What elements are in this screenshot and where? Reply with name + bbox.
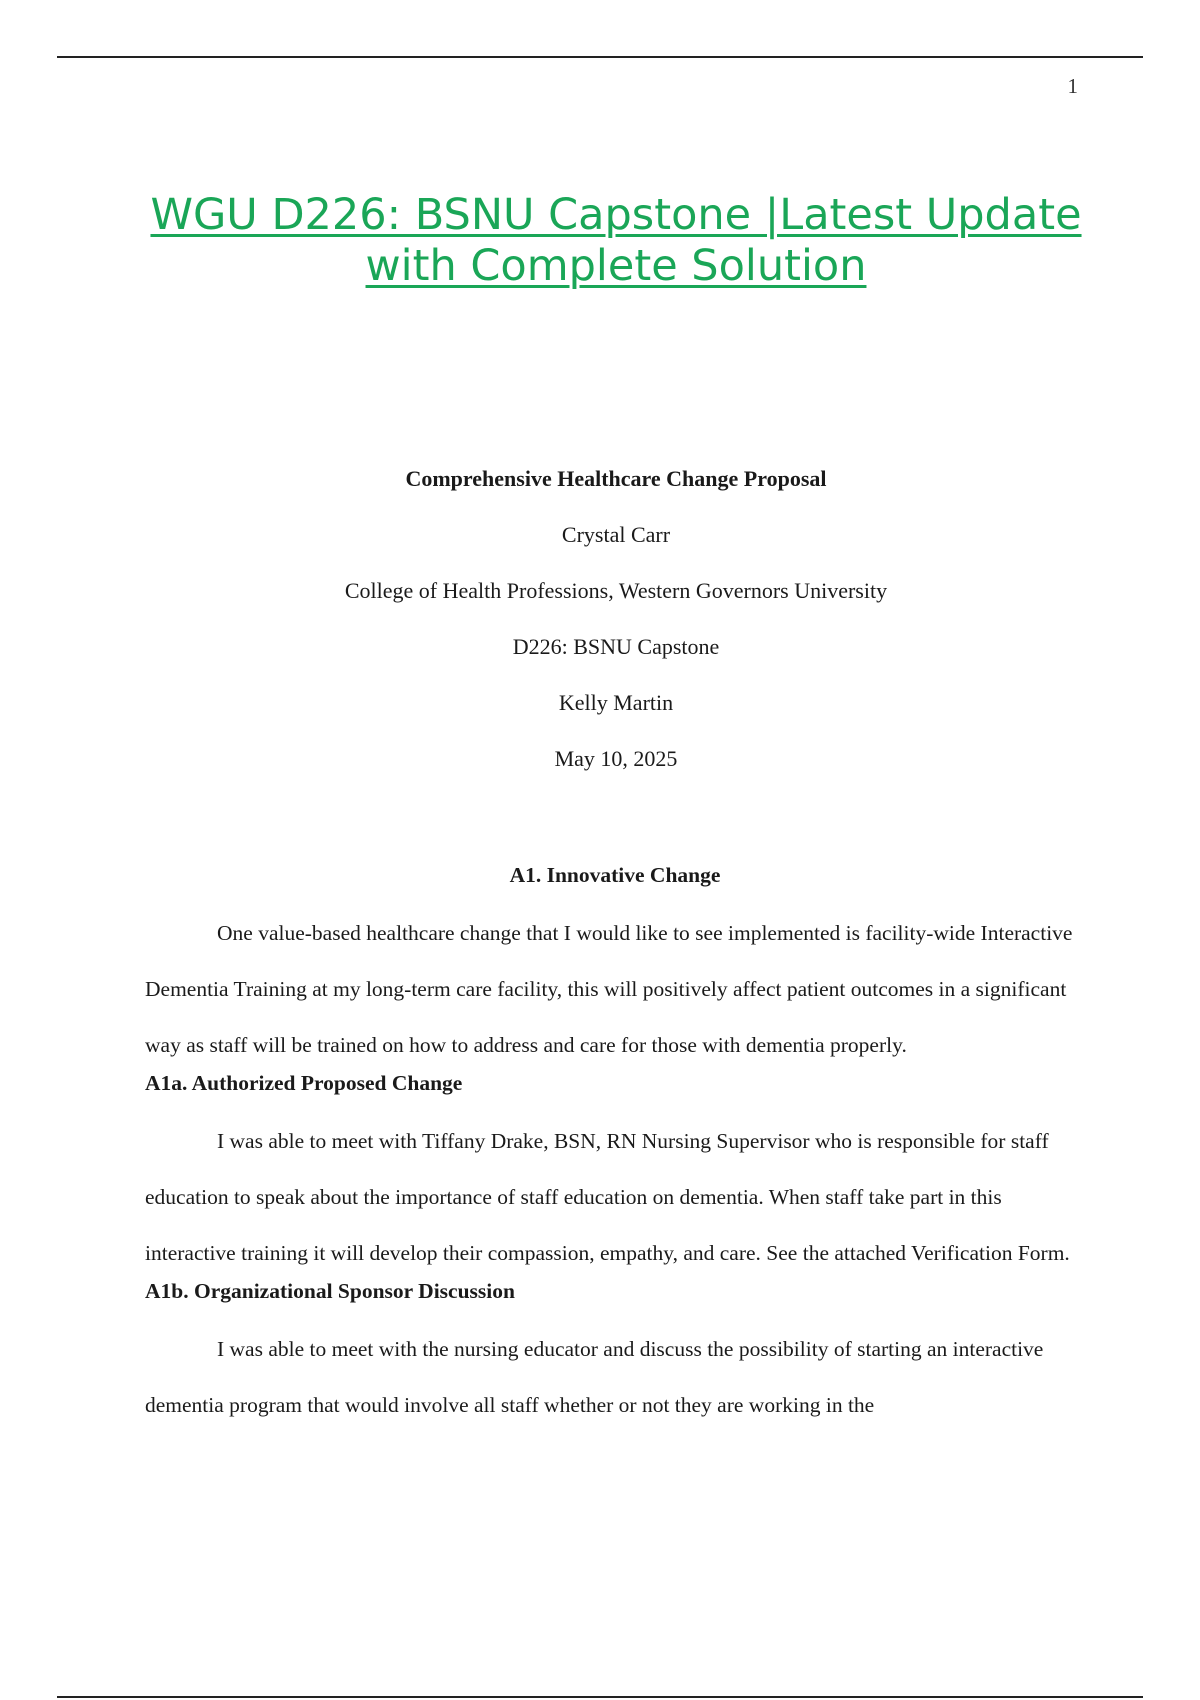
institution: College of Health Professions, Western Governors University: [344, 578, 888, 603]
instructor-name: Kelly Martin: [558, 690, 674, 715]
section-heading-a1a: A1a. Authorized Proposed Change: [145, 1071, 463, 1095]
document-body: [145, 857, 1085, 1433]
author-name: Crystal Carr: [561, 522, 671, 547]
document-title-line-1: WGU D226: BSNU Capstone |Latest Update: [150, 190, 1082, 240]
section-paragraph-a1: One value-based healthcare change that I would like to see implemented is facility-wide Interactive Dementia Training at my long-term care facility, this will positively affect patient outcomes in a significant way as staff will be trained on how to address and care for those with dementia properly.: [145, 921, 1073, 1057]
document-title-line-2: with Complete Solution: [365, 241, 867, 291]
section-heading-a1: A1. Innovative Change: [509, 863, 721, 887]
document-title-link[interactable]: [0, 190, 1200, 292]
section-paragraph-a1b: I was able to meet with the nursing educator and discuss the possibility of starting an interactive dementia program that would involve all staff whether or not they are working in the: [145, 1337, 1044, 1417]
footer-rule: [57, 1696, 1143, 1698]
paper-title: Comprehensive Healthcare Change Proposal: [405, 466, 827, 491]
page-number: 1: [1067, 74, 1078, 98]
section-paragraph-a1a: I was able to meet with Tiffany Drake, BSN, RN Nursing Supervisor who is responsible for staff education to speak about the importance of staff education on dementia. When staff take part in this interactive training it will develop their compassion, empathy, and care. See the attached Verification Form.: [145, 1129, 1070, 1265]
title-page-block: [0, 461, 1200, 797]
submission-date: May 10, 2025: [554, 746, 678, 771]
section-heading-a1b: A1b. Organizational Sponsor Discussion: [145, 1279, 515, 1303]
course-name: D226: BSNU Capstone: [512, 634, 720, 659]
header-rule: [57, 56, 1143, 58]
